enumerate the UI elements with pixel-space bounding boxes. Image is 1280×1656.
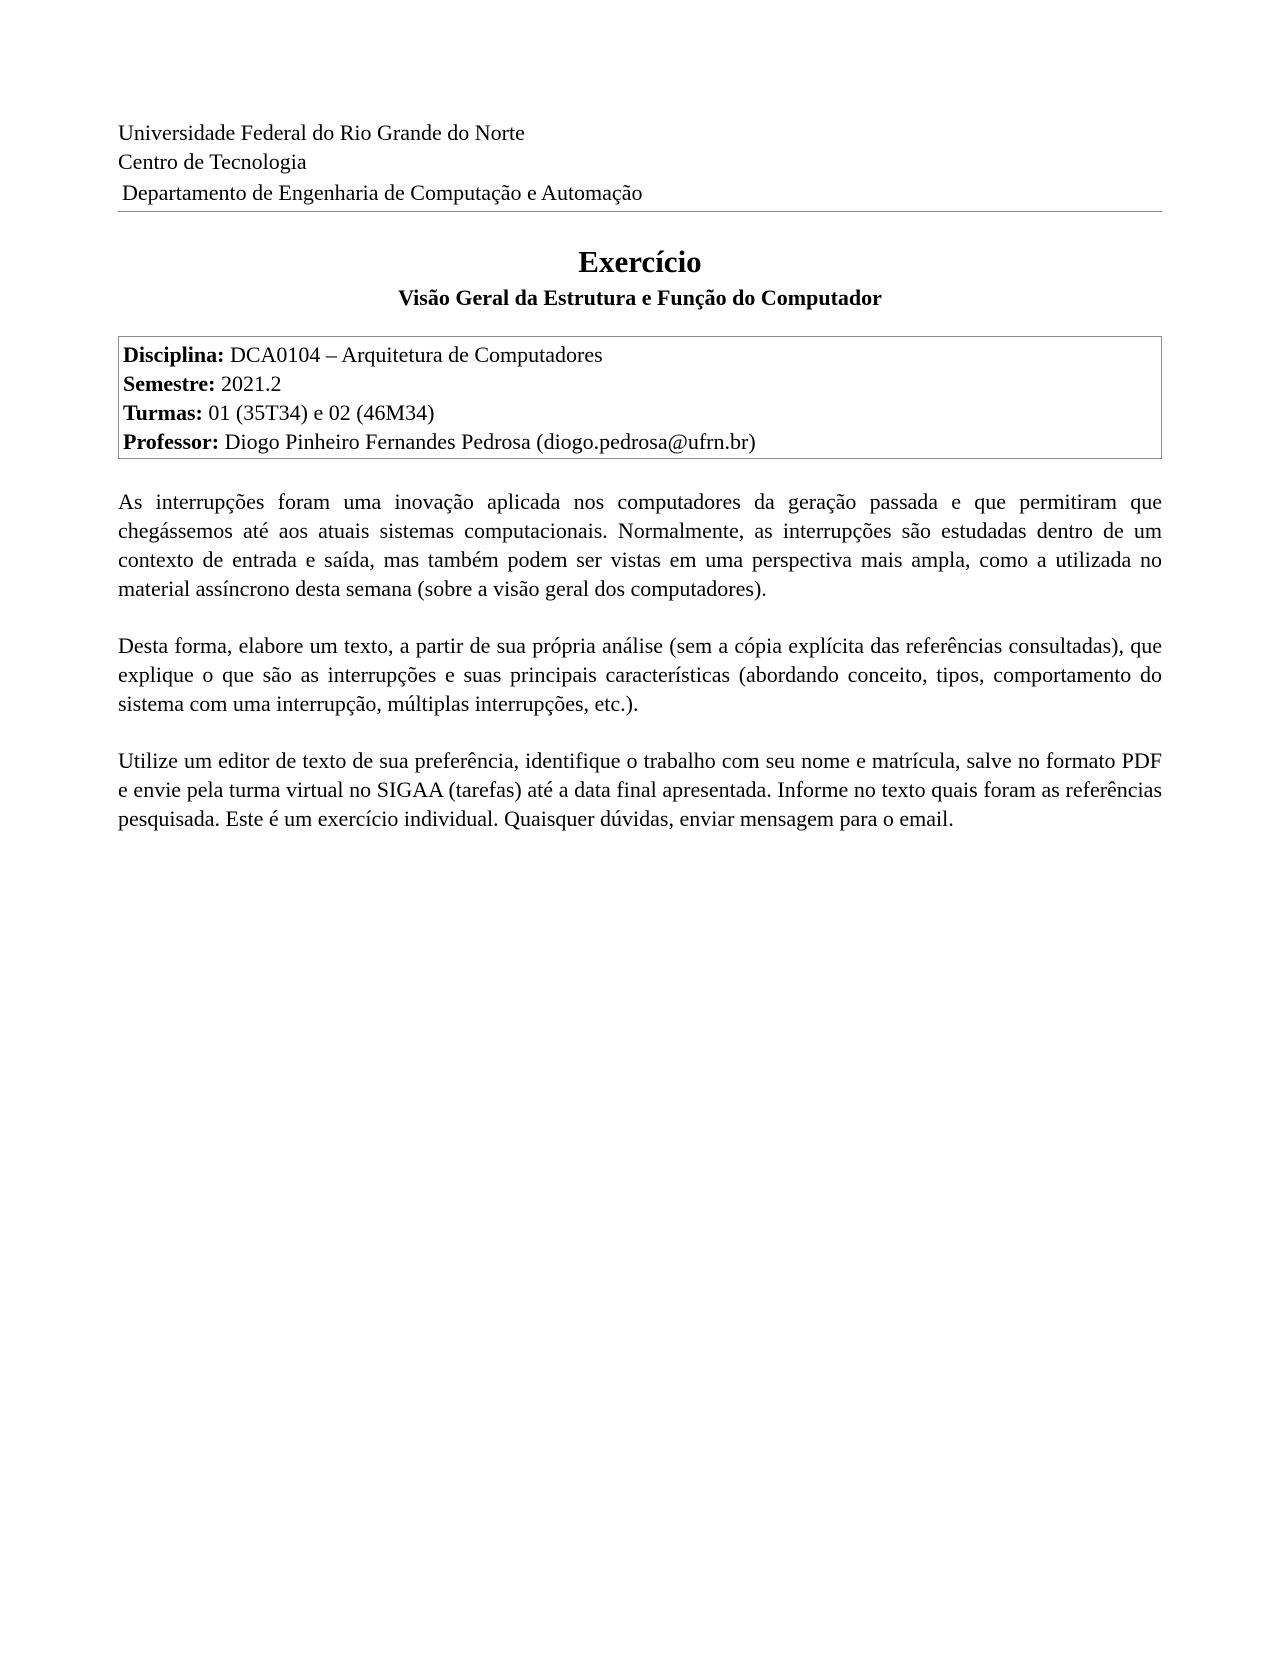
department-name: Departamento de Engenharia de Computação e Automação: [122, 180, 643, 205]
course-info-box: [118, 336, 1162, 459]
paragraph-instructions: Utilize um editor de texto de sua preferência, identifique o trabalho com seu nome e matrícula, salve no formato PDF e envie pela turma virtual no SIGAA (tarefas) até a data final apresentada. Informe no texto quais foram as referências pesquisada. Este é um exercício individual. Quaisquer dúvidas, enviar mensagem para o email.: [118, 748, 1162, 831]
semester-label: Semestre:: [123, 371, 216, 396]
discipline-line: [123, 340, 1157, 369]
classes-line: [123, 398, 1157, 427]
professor-value: Diogo Pinheiro Fernandes Pedrosa (diogo.pedrosa@ufrn.br): [224, 429, 756, 454]
discipline-value: DCA0104 – Arquitetura de Computadores: [229, 342, 603, 367]
document-header: [118, 118, 1162, 212]
document-subtitle: Visão Geral da Estrutura e Função do Computador: [398, 285, 882, 310]
classes-label: Turmas:: [123, 400, 203, 425]
document-page: [118, 118, 1162, 833]
paragraph-task: Desta forma, elabore um texto, a partir de sua própria análise (sem a cópia explícita das referências consultadas), que explique o que são as interrupções e suas principais características (abordando conceito, tipos, comportamento do sistema com uma interrupção, múltiplas interrupções, etc.).: [118, 633, 1162, 716]
semester-value: 2021.2: [220, 371, 282, 396]
professor-line: [123, 427, 1157, 456]
classes-value: 01 (35T34) e 02 (46M34): [208, 400, 435, 425]
header-divider: [118, 211, 1162, 212]
paragraph-intro: As interrupções foram uma inovação aplicada nos computadores da geração passada e que permitiram que chegássemos até aos atuais sistemas computacionais. Normalmente, as interrupções são estudadas dentro de um contexto de entrada e saída, mas também podem ser vistas em uma perspectiva mais ampla, como a utilizada no material assíncrono desta semana (sobre a visão geral dos computadores).: [118, 489, 1162, 601]
professor-label: Professor:: [123, 429, 220, 454]
university-name: Universidade Federal do Rio Grande do Norte: [118, 120, 525, 145]
discipline-label: Disciplina:: [123, 342, 225, 367]
document-title: Exercício: [578, 244, 702, 279]
semester-line: [123, 369, 1157, 398]
center-name: Centro de Tecnologia: [118, 149, 307, 174]
